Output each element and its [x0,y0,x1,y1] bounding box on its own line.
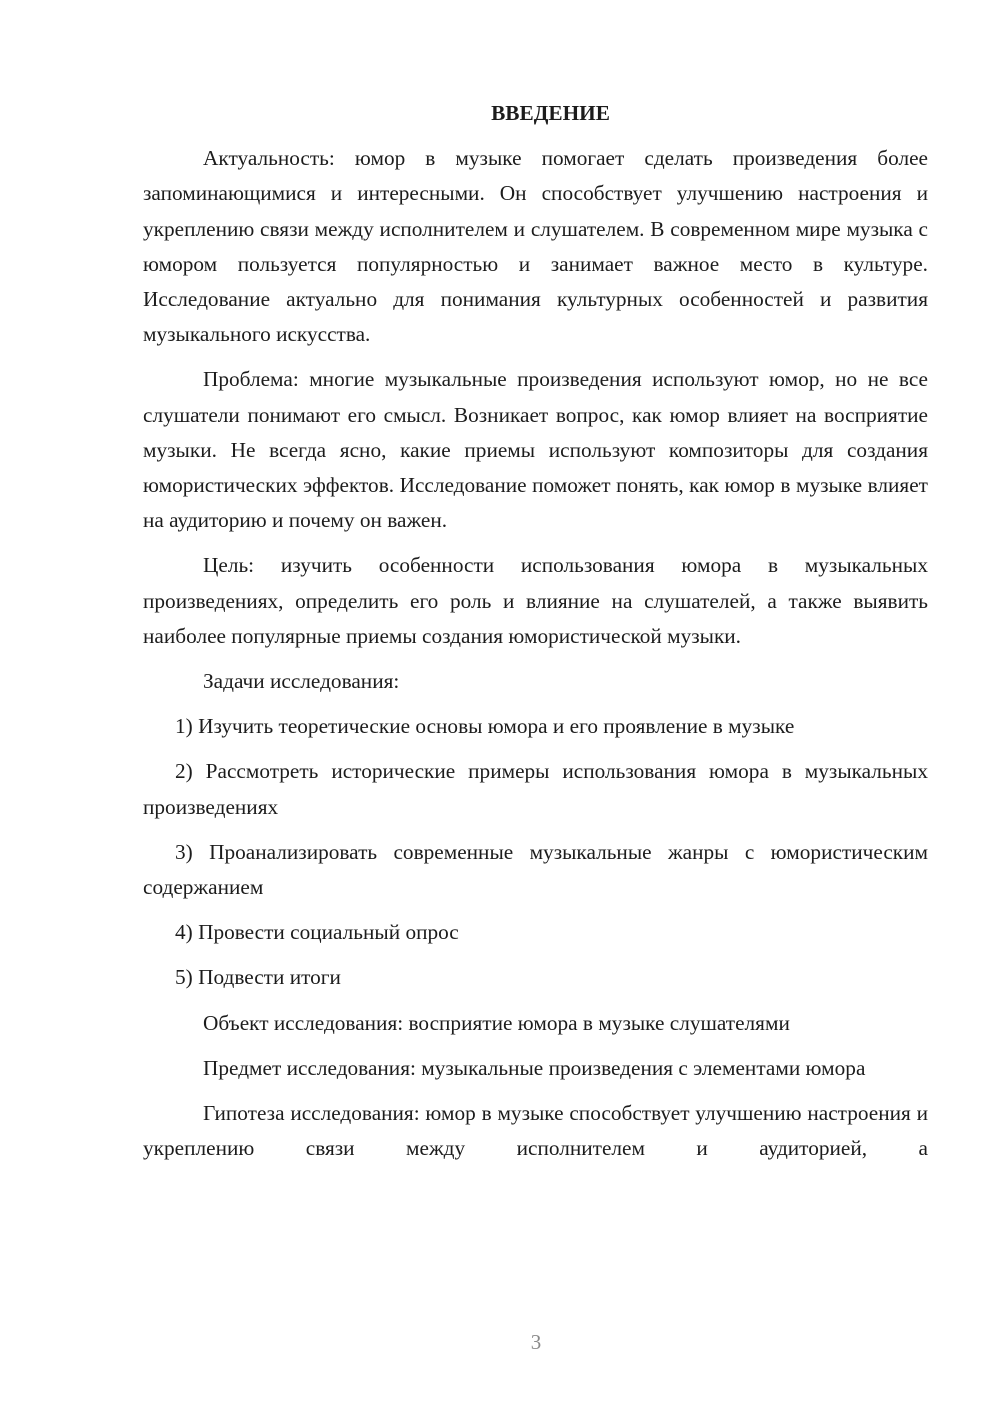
hypothesis-paragraph: Гипотеза исследования: юмор в музыке способствует улучшению настроения и укреплению связи между исполнителем и аудиторией, а [143,1101,928,1161]
goal-paragraph: Цель: изучить особенности использования юмора в музыкальных произведениях, определить его роль и влияние на слушателей, а также выявить наиболее популярные приемы создания юмористической музыки. [143,553,928,648]
object-paragraph: Объект исследования: восприятие юмора в музыке слушателями [203,1010,790,1035]
task-item-5: 5) Подвести итоги [175,965,341,990]
problem-paragraph: Проблема: многие музыкальные произведения используют юмор, но не все слушатели понимают его смысл. Возникает вопрос, как юмор влияет на восприятие музыки. Не всегда ясно, какие приемы используют композиторы для создания юмористических эффектов. Исследование поможет понять, как юмор в музыке влияет на аудиторию и почему он важен. [143,367,928,533]
relevance-paragraph: Актуальность: юмор в музыке помогает сделать произведения более запоминающимися и интересными. Он способствует улучшению настроения и укреплению связи между исполнителем и слушателем. В современном мире музыка с юмором пользуется популярностью и занимает важное место в культуре. Исследование актуально для понимания культурных особенностей и развития музыкального искусства. [143,146,928,347]
tasks-heading: Задачи исследования: [203,669,400,694]
page-number: 3 [530,1330,542,1354]
page-title: ВВЕДЕНИЕ [491,101,610,125]
task-item-3: 3) Проанализировать современные музыкальные жанры с юмористическим содержанием [143,839,928,900]
task-item-1: 1) Изучить теоретические основы юмора и его проявление в музыке [175,714,795,739]
task-item-4: 4) Провести социальный опрос [175,920,459,945]
subject-paragraph: Предмет исследования: музыкальные произведения с элементами юмора [203,1055,866,1080]
task-item-2: 2) Рассмотреть исторические примеры использования юмора в музыкальных произведениях [143,759,928,819]
document-page [143,96,928,1176]
